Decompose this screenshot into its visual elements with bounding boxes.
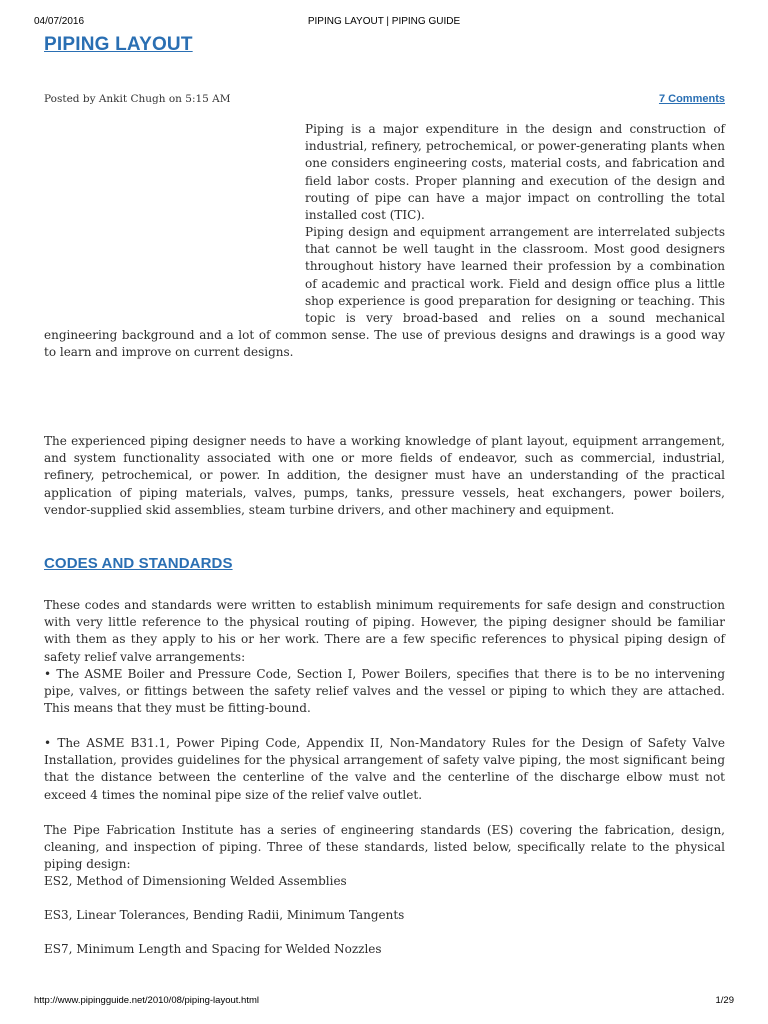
page-number: 1/29 — [715, 995, 734, 1006]
comments-link[interactable]: 7 Comments — [658, 93, 725, 105]
paragraph-pfi: The Pipe Fabrication Institute has a series of engineering standards (ES) covering the fabrication, design, cleaning, and inspection of piping. Three of these standards, listed below, specifically relate to the physical piping design: — [44, 823, 725, 872]
print-date: 04/07/2016 — [34, 16, 85, 27]
section-heading-codes-standards[interactable]: CODES AND STANDARDS — [44, 555, 233, 572]
intro-paragraph-2: Piping design and equipment arrangement are interrelated subjects that cannot be well taught in the classroom. Most good designers throughout history have learned their profession by a combination of academic and practical work. Field and design office plus a little shop experience is good preparation for designing or teaching. This topic is very broad-based and relies on a sound mechanical engineering background and a lot of common sense. The use of previous designs and drawings is a good way to learn and improve on current designs. — [44, 225, 725, 360]
paragraph-codes: These codes and standards were written to establish minimum requirements for safe design and construction with very little reference to the physical routing of piping. However, the piping designer should be familiar with them as they apply to his or her work. There are a few specific references to physical piping design of safety relief valve arrangements: — [44, 598, 725, 664]
paragraph-knowledge: The experienced piping designer needs to have a working knowledge of plant layout, equipment arrangement, and system functionality associated with one or more fields of endeavor, such as commercial, industrial, refinery, petrochemical, or power. In addition, the designer must have an understanding of the practical application of piping materials, valves, pumps, tanks, pressure vessels, heat exchangers, power boilers, vendor-supplied skid assemblies, steam turbine drivers, and other machinery and equipment. — [44, 434, 725, 517]
intro-paragraph-1: Piping is a major expenditure in the design and construction of industrial, refinery, petrochemical, or power-generating plants when one considers engineering costs, material costs, and fabrication and field labor costs. Proper planning and execution of the design and routing of pipe can have a major impact on controlling the total installed cost (TIC). — [305, 122, 725, 223]
image-placeholder-space — [44, 224, 305, 327]
bullet-asme-boiler: • The ASME Boiler and Pressure Code, Section I, Power Boilers, specifies that there is to be no intervening pipe, valves, or fittings between the safety relief valves and the vessel or piping to which they are attached. This means that they must be fitting-bound. — [44, 667, 725, 716]
es-item: ES7, Minimum Length and Spacing for Welded Nozzles — [44, 942, 382, 956]
print-footer — [34, 995, 734, 1009]
print-url: http://www.pipingguide.net/2010/08/piping-layout.html — [34, 995, 259, 1006]
bullet-asme-b31-1: • The ASME B31.1, Power Piping Code, Appendix II, Non-Mandatory Rules for the Design of Safety Valve Installation, provides guidelines for the physical arrangement of safety valve piping, the most significant being that the distance between the centerline of the valve and the centerline of the discharge elbow must not exceed 4 times the nominal pipe size of the relief valve outlet. — [44, 736, 725, 802]
post-meta — [44, 93, 725, 107]
es-item: ES3, Linear Tolerances, Bending Radii, Minimum Tangents — [44, 908, 405, 922]
print-document-title: PIPING LAYOUT | PIPING GUIDE — [307, 16, 461, 27]
print-header — [34, 16, 734, 30]
post-title-link[interactable]: PIPING LAYOUT — [44, 34, 193, 55]
post-author-date: Posted by Ankit Chugh on 5:15 AM — [44, 93, 231, 105]
intro-paragraph-2-container — [44, 224, 725, 362]
es-item: ES2, Method of Dimensioning Welded Assemblies — [44, 874, 347, 888]
